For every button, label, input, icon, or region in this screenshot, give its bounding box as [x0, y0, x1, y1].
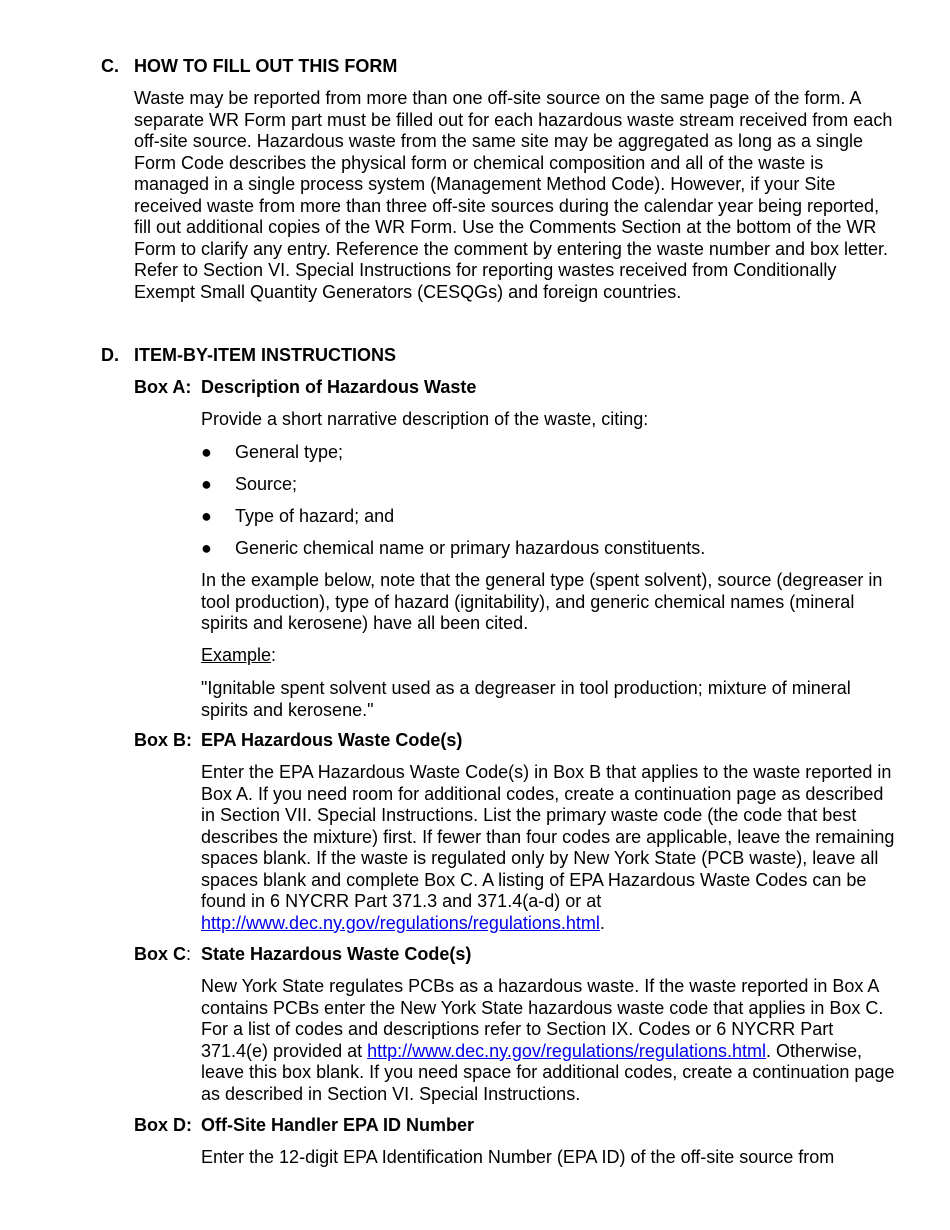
- section-c-title: HOW TO FILL OUT THIS FORM: [134, 56, 398, 76]
- box-a-label: Box A:: [134, 377, 192, 397]
- box-a-title: Description of Hazardous Waste: [201, 377, 477, 397]
- box-d-label: Box D:: [134, 1115, 192, 1135]
- bullet-icon: ●: [201, 442, 212, 462]
- box-c-body-text: New York State regulates PCBs as a hazardous waste. If the waste reported in Box A contains PCBs enter the New York State hazardous waste code that applies in Box C. For a list of codes and descriptions refer to Section IX. Codes or 6 NYCRR Part 371.4(e) provided at: [201, 976, 884, 1061]
- list-item-text: Source;: [235, 474, 298, 494]
- list-item-text: General type;: [235, 442, 344, 462]
- box-b-title: EPA Hazardous Waste Code(s): [201, 730, 463, 750]
- bullet-icon: ●: [201, 474, 212, 494]
- list-item: [201, 506, 394, 528]
- regulations-link[interactable]: http://www.dec.ny.gov/regulations/regulations.html: [367, 1040, 766, 1061]
- box-a-heading: [134, 377, 476, 399]
- example-colon: :: [271, 645, 277, 665]
- box-d-body: Enter the 12-digit EPA Identification Number (EPA ID) of the off-site source from: [201, 1147, 835, 1167]
- box-c-body: [201, 976, 901, 1105]
- box-c-title: State Hazardous Waste Code(s): [201, 944, 472, 964]
- section-c-letter: C.: [101, 56, 119, 76]
- section-d-title: ITEM-BY-ITEM INSTRUCTIONS: [134, 345, 396, 365]
- box-c-heading: [134, 944, 471, 966]
- box-b-body-text: Enter the EPA Hazardous Waste Code(s) in Box B that applies to the waste reported in Box A. If you need room for additional codes, create a continuation page as described in Section VII. Special Instructions. List the primary waste code (the code that best describes the mixture) first. If fewer than four codes are applicable, leave the remaining spaces blank. If the waste is regulated only by New York State (PCB waste), leave all spaces blank and complete Box C. A listing of EPA Hazardous Waste Codes can be found in 6 NYCRR Part 371.3 and 371.4(a-d) or at: [201, 762, 895, 911]
- box-d-heading: [134, 1115, 474, 1137]
- box-c-colon: :: [186, 944, 192, 964]
- example-label: Example: [201, 645, 272, 665]
- bullet-icon: ●: [201, 506, 212, 526]
- regulations-link[interactable]: http://www.dec.ny.gov/regulations/regulations.html: [201, 912, 600, 933]
- box-b-body: [201, 762, 901, 934]
- box-a-example-text: "Ignitable spent solvent used as a degreaser in tool production; mixture of mineral spirits and kerosene.": [201, 678, 851, 720]
- list-item-text: Generic chemical name or primary hazardous constituents.: [235, 538, 706, 558]
- box-a-example-note: In the example below, note that the general type (spent solvent), source (degreaser in tool production), type of hazard (ignitability), and generic chemical names (mineral spirits and kerosene) have all been cited.: [201, 570, 883, 633]
- box-a-example-label-line: [201, 645, 901, 667]
- section-d-letter: D.: [101, 345, 119, 365]
- list-item: [201, 442, 343, 464]
- box-b-heading: [134, 730, 462, 752]
- box-b-body-end: .: [599, 912, 605, 933]
- box-c-body-end: . Otherwise, leave this box blank. If you need space for additional codes, create a continuation page as described in Section VI. Special Instructions.: [201, 1040, 895, 1104]
- section-c-heading: [101, 56, 397, 78]
- section-d-heading: [101, 345, 396, 367]
- box-c-label: Box C: [134, 944, 187, 964]
- section-c-body: Waste may be reported from more than one off-site source on the same page of the form. A separate WR Form part must be filled out for each hazardous waste stream received from each off-site source. Hazardous waste from the same site may be aggregated as long as a single Form Code describes the physical form or chemical composition and all of the waste is managed in a single process system (Management Method Code). However, if your Site received waste from more than three off-site sources during the calendar year being reported, fill out additional copies of the WR Form. Use the Comments Section at the bottom of the WR Form to clarify any entry. Reference the comment by entering the waste number and box letter. Refer to Section VI. Special Instructions for reporting wastes received from Conditionally Exempt Small Quantity Generators (CESQGs) and foreign countries.: [134, 88, 893, 302]
- box-a-intro: Provide a short narrative description of the waste, citing:: [201, 409, 649, 429]
- box-d-title: Off-Site Handler EPA ID Number: [201, 1115, 475, 1135]
- list-item: [201, 474, 297, 496]
- box-b-label: Box B:: [134, 730, 192, 750]
- list-item: [201, 538, 705, 560]
- bullet-icon: ●: [201, 538, 212, 558]
- list-item-text: Type of hazard; and: [235, 506, 395, 526]
- box-c-label-wrap: [134, 944, 201, 966]
